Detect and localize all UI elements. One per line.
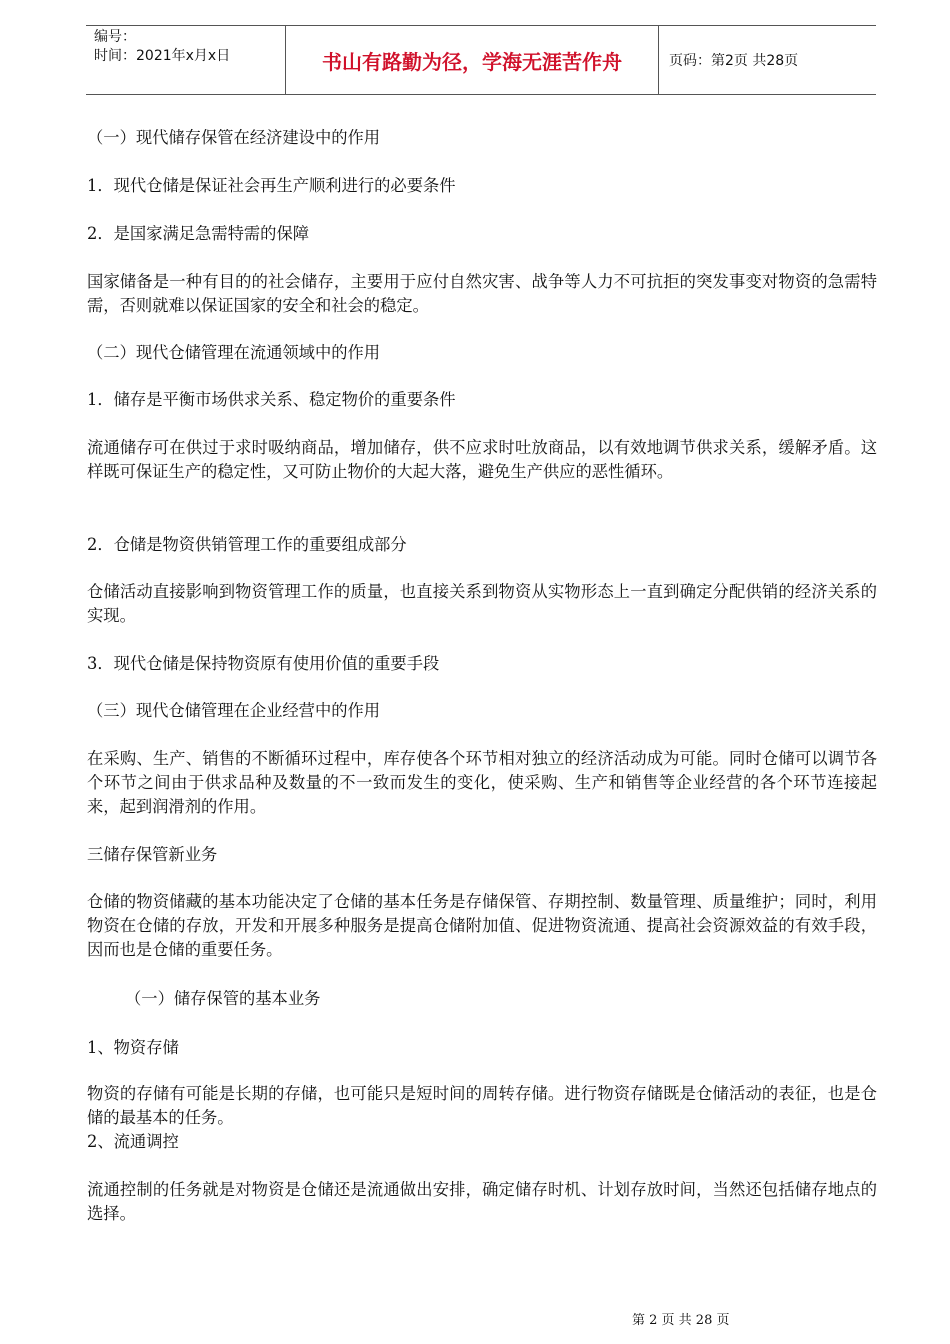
header-motto: 书山有路勤为径，学海无涯苦作舟: [286, 26, 659, 94]
subheading: 1．储存是平衡市场供求关系、稳定物价的重要条件: [87, 390, 456, 409]
time-label: 时间：2021年x月x日: [94, 48, 231, 64]
subheading: 2．是国家满足急需特需的保障: [87, 224, 310, 243]
section-heading: 三储存保管新业务: [87, 845, 218, 864]
subheading: 1．现代仓储是保证社会再生产顺利进行的必要条件: [87, 176, 456, 195]
paragraph: 在采购、生产、销售的不断循环过程中，库存使各个环节相对独立的经济活动成为可能。同时仓储可以调节各个环节之间由于供求品种及数量的不一致而发生的变化，使采购、生产和销售等企业经营的各个环节连接起来，起到润滑剂的作用。: [87, 749, 877, 816]
subheading: 2．仓储是物资供销管理工作的重要组成部分: [87, 535, 407, 554]
subheading: 2、流通调控: [87, 1132, 179, 1151]
subheading: 3．现代仓储是保持物资原有使用价值的重要手段: [87, 654, 440, 673]
section-heading: （一）储存保管的基本业务: [125, 989, 321, 1008]
subheading: 1、物资存储: [87, 1038, 179, 1057]
section-heading: （一）现代储存保管在经济建设中的作用: [87, 128, 381, 147]
paragraph: 仓储的物资储藏的基本功能决定了仓储的基本任务是存储保管、存期控制、数量管理、质量维护；同时，利用物资在仓储的存放，开发和开展多种服务是提高仓储附加值、促进物资流通、提高社会资源效益的有效手段，因而也是仓储的重要任务。: [87, 892, 877, 959]
paragraph: 国家储备是一种有目的的社会储存，主要用于应付自然灾害、战争等人力不可抗拒的突发事变对物资的急需特需，否则就难以保证国家的安全和社会的稳定。: [87, 272, 877, 315]
paragraph: 流通储存可在供过于求时吸纳商品，增加储存，供不应求时吐放商品，以有效地调节供求关系，缓解矛盾。这样既可保证生产的稳定性，又可防止物价的大起大落，避免生产供应的恶性循环。: [87, 438, 877, 481]
header-meta: [86, 26, 286, 94]
section-heading: （三）现代仓储管理在企业经营中的作用: [87, 701, 381, 720]
paragraph: 物资的存储有可能是长期的存储，也可能只是短时间的周转存储。进行物资存储既是仓储活动的表征，也是仓储的最基本的任务。: [87, 1084, 877, 1127]
section-heading: （二）现代仓储管理在流通领域中的作用: [87, 343, 381, 362]
page-header: [86, 25, 876, 95]
paragraph: 仓储活动直接影响到物资管理工作的质量，也直接关系到物资从实物形态上一直到确定分配供销的经济关系的实现。: [87, 582, 877, 625]
page-footer: 第 2 页 共 28 页: [632, 1313, 730, 1328]
paragraph: 流通控制的任务就是对物资是仓储还是流通做出安排，确定储存时机、计划存放时间，当然还包括储存地点的选择。: [87, 1180, 877, 1223]
header-page-info: 页码：第2页 共28页: [669, 53, 799, 69]
number-label: 编号：: [94, 29, 136, 45]
